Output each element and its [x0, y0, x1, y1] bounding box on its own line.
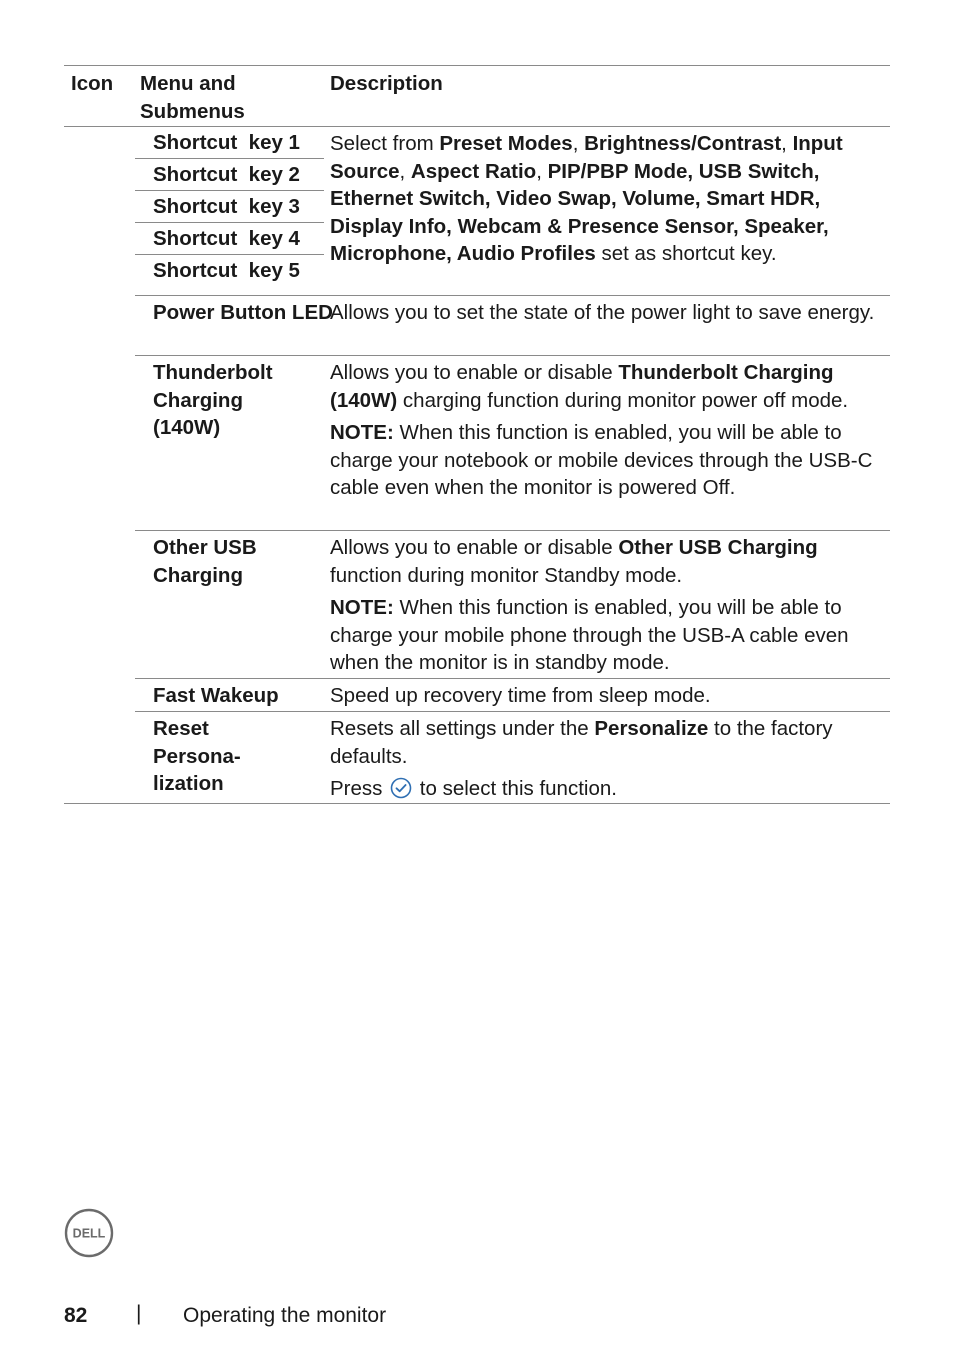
thunderbolt-note: NOTE: When this function is enabled, you will be able to charge your notebook or mobile devices through the USB-C cable even when the monitor is powered Off.: [330, 421, 873, 499]
table-row-other-usb: [135, 531, 890, 679]
menu-other-usb: Other USB Charging: [153, 536, 257, 587]
table-row-power-led: [135, 296, 890, 356]
table-row-thunderbolt: [135, 356, 890, 531]
logo-wordmark: DELL: [72, 1226, 106, 1241]
shortcut-key-2: Shortcut key 2: [135, 159, 324, 191]
table-row-fast-wakeup: [135, 679, 890, 712]
other-usb-paragraph: Allows you to enable or disable Other USB Charging function during monitor Standby mode.: [330, 536, 818, 587]
menu-power-led: Power Button LED: [153, 301, 333, 324]
thunderbolt-paragraph: Allows you to enable or disable Thunderbolt Charging (140W) charging function during monitor power off mode.: [330, 361, 849, 412]
dell-logo-icon: [64, 1208, 114, 1258]
desc-reset-personalization: [330, 715, 890, 808]
desc-thunderbolt: [330, 359, 890, 507]
check-circle-icon: [390, 777, 412, 799]
other-usb-note: NOTE: When this function is enabled, you will be able to charge your mobile phone through the USB-A cable even when the monitor is in standby mode.: [330, 596, 849, 674]
table-header: [64, 65, 890, 127]
desc-power-led: Allows you to set the state of the power light to save energy.: [330, 301, 875, 324]
shortcut-key-4: Shortcut key 4: [135, 223, 324, 255]
shortcut-key-3: Shortcut key 3: [135, 191, 324, 223]
shortcut-description: Select from Preset Modes, Brightness/Contrast, Input Source, Aspect Ratio, PIP/PBP Mode, USB Switch, Ethernet Switch, Video Swap, Volume, Smart HDR, Display Info, Webcam & Presence Sensor, Speaker, Microphone, Audio Profiles set as shortcut key.: [330, 132, 843, 265]
menu-fast-wakeup: Fast Wakeup: [153, 684, 279, 707]
shortcut-key-1: Shortcut key 1: [135, 127, 324, 159]
desc-other-usb: [330, 534, 880, 682]
header-description: Description: [330, 72, 443, 95]
header-icon: Icon: [71, 72, 114, 95]
table-row-shortcut-keys: [135, 127, 890, 296]
menu-thunderbolt: Thunderbolt Charging (140W): [153, 361, 273, 439]
page-number: 82: [64, 1304, 88, 1327]
footer-title: Operating the monitor: [183, 1304, 387, 1327]
reset-paragraph: Resets all settings under the Personalize to the factory defaults.: [330, 717, 833, 768]
footer-separator: |: [136, 1302, 142, 1325]
header-menu: Menu and Submenus: [140, 72, 245, 123]
menu-table: [64, 65, 890, 804]
desc-fast-wakeup: Speed up recovery time from sleep mode.: [330, 684, 711, 707]
table-row-reset-personalization: [64, 712, 890, 804]
reset-press: Press to select this function.: [330, 777, 617, 800]
shortcut-key-5: Shortcut key 5: [153, 259, 300, 282]
menu-reset-personalization: Reset Persona- lization: [153, 717, 241, 795]
